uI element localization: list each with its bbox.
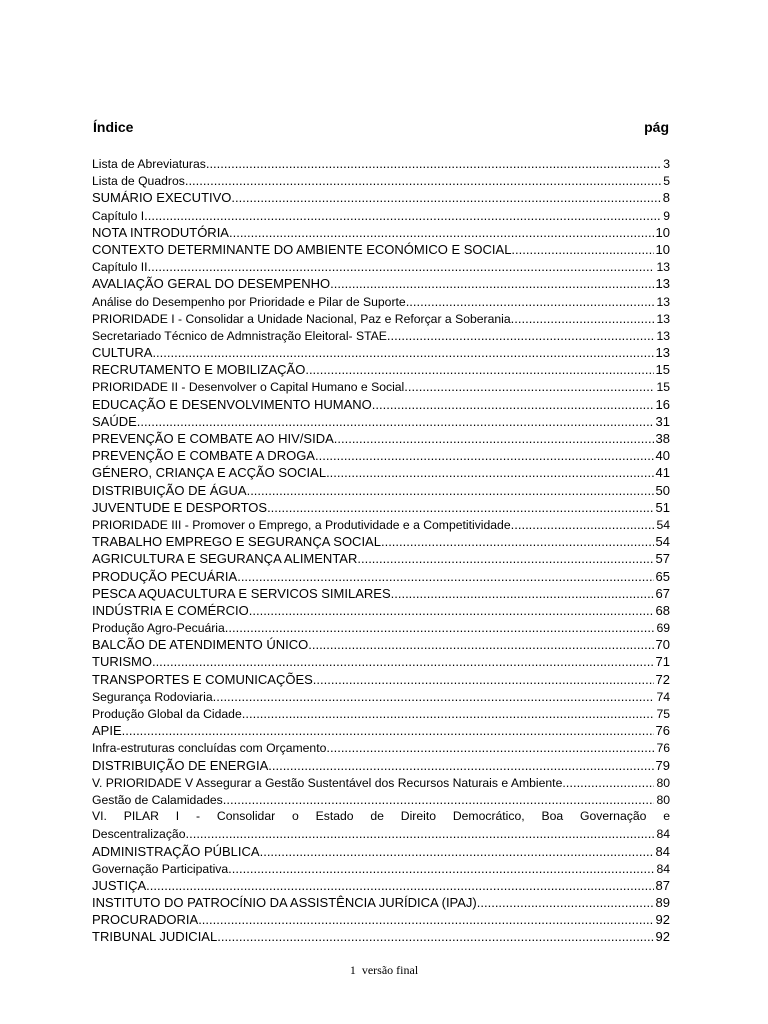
page-footer [0, 963, 768, 978]
toc-entry [92, 241, 670, 258]
dot-leader [511, 516, 655, 533]
toc-entry-page: 31 [655, 413, 670, 429]
toc-entry [92, 533, 670, 550]
toc-entry-label: Lista de Abreviaturas [92, 157, 206, 171]
toc-entry-page: 5 [663, 174, 670, 189]
dot-leader [185, 825, 654, 842]
toc-entry-label: Lista de Quadros [92, 174, 185, 189]
toc-entry-page: 68 [655, 602, 670, 618]
dot-leader [260, 843, 654, 860]
toc-entry [92, 189, 670, 206]
dot-leader [326, 464, 653, 481]
toc-entry [92, 361, 670, 378]
dot-leader [242, 705, 655, 722]
toc-entry-page: 38 [655, 431, 670, 446]
toc-entry-page: 13 [655, 345, 670, 361]
dot-leader [387, 327, 655, 344]
toc-entry [92, 224, 670, 241]
toc-entry-page: 13 [656, 311, 670, 326]
toc-entry-page: 92 [655, 912, 670, 928]
dot-leader [198, 911, 653, 928]
table-of-contents [92, 155, 670, 946]
toc-entry-label: PREVENÇÃO E COMBATE AO HIV/SIDA [92, 431, 334, 446]
toc-entry-label: JUVENTUDE E DESPORTOS [92, 499, 268, 515]
toc-entry-page: 13 [655, 276, 670, 292]
page-column-label: pág [644, 119, 669, 135]
toc-entry-label: AVALIAÇÃO GERAL DO DESEMPENHO [92, 276, 331, 292]
toc-entry-label: PRIORIDADE III - Promover o Emprego, a Produtividade e a Competitividade [92, 517, 511, 532]
toc-entry-label: TRANSPORTES E COMUNICAÇÕES [92, 671, 313, 687]
toc-entry-label: CULTURA [92, 345, 153, 361]
toc-entry [92, 378, 670, 395]
dot-leader [144, 207, 661, 224]
toc-entry-label: Gestão de Calamidades [92, 792, 223, 807]
toc-entry [92, 911, 670, 928]
toc-entry [92, 636, 670, 653]
toc-entry-label: TRABALHO EMPREGO E SEGURANÇA SOCIAL [92, 534, 381, 550]
dot-leader [213, 688, 655, 705]
toc-entry-label: INDÚSTRIA E COMÉRCIO [92, 602, 249, 618]
dot-leader [146, 877, 653, 894]
toc-entry-label: CONTEXTO DETERMINANTE DO AMBIENTE ECONÓMICO E SOCIAL [92, 241, 512, 257]
toc-entry [92, 155, 670, 172]
toc-entry-page: 84 [656, 827, 670, 842]
dot-leader [315, 447, 654, 464]
toc-entry-page: 72 [655, 671, 670, 687]
toc-entry [92, 447, 670, 464]
footer-version-text: versão final [361, 963, 419, 977]
toc-entry-page: 69 [656, 621, 670, 636]
dot-leader [152, 344, 653, 361]
dot-leader [406, 293, 655, 310]
toc-entry-label: PESCA AQUACULTURA E SERVICOS SIMILARES [92, 585, 391, 601]
toc-entry-label: Infra-estruturas concluídas com Orçamento [92, 741, 327, 756]
toc-entry [92, 653, 670, 670]
dot-leader [206, 155, 661, 172]
toc-entry-label: Capítulo II [92, 260, 148, 275]
toc-entry-page: 8 [662, 190, 670, 206]
toc-entry-page: 54 [655, 534, 670, 550]
toc-entry-label: NOTA INTRODUTÓRIA [92, 224, 229, 240]
toc-entry-label: TURISMO [92, 654, 152, 670]
toc-entry-page: 84 [656, 861, 670, 876]
toc-entry-label: Capítulo I [92, 208, 145, 223]
toc-entry-page: 10 [655, 241, 670, 257]
toc-entry-page: 74 [656, 689, 670, 704]
dot-leader [305, 361, 653, 378]
toc-entry-label: BALCÃO DE ATENDIMENTO ÚNICO [92, 637, 309, 653]
dot-leader [511, 310, 655, 327]
toc-entry-page: 84 [655, 843, 670, 859]
toc-entry-label: TRIBUNAL JUDICIAL [92, 929, 218, 945]
dot-leader [372, 396, 654, 413]
toc-entry-page: 80 [656, 792, 670, 807]
toc-entry-label: GÉNERO, CRIANÇA E ACÇÃO SOCIAL [92, 465, 327, 481]
toc-entry-label: PRIORIDADE II - Desenvolver o Capital Humano e Social [92, 380, 405, 395]
dot-leader [357, 550, 653, 567]
toc-entry-label: SAÚDE [92, 413, 137, 429]
dot-leader [381, 533, 654, 550]
toc-entry [92, 877, 670, 894]
toc-entry [92, 258, 670, 275]
toc-entry [92, 344, 670, 361]
toc-header [93, 119, 669, 139]
toc-entry-page: 87 [655, 877, 670, 893]
toc-entry [92, 550, 670, 567]
toc-entry-page: 65 [655, 568, 670, 584]
toc-entry-page: 15 [655, 362, 670, 378]
dot-leader [152, 653, 654, 670]
toc-entry-page: 13 [656, 328, 670, 343]
toc-entry-page: 50 [655, 482, 670, 498]
toc-entry-label-line2: Descentralização [92, 827, 186, 842]
toc-entry [92, 396, 670, 413]
toc-entry [92, 275, 670, 292]
toc-entry-page: 57 [655, 551, 670, 567]
toc-entry [92, 568, 670, 585]
toc-entry-page: 79 [655, 757, 670, 773]
toc-entry [92, 516, 670, 533]
toc-entry [92, 172, 670, 189]
toc-entry-page: 3 [663, 157, 670, 171]
toc-entry-page: 67 [655, 585, 670, 601]
dot-leader [223, 791, 655, 808]
toc-entry-label: DISTRIBUIÇÃO DE ÁGUA [92, 482, 247, 498]
toc-entry-label: Análise do Desempenho por Prioridade e Pilar de Suporte [92, 294, 406, 309]
toc-entry [92, 928, 670, 945]
dot-leader [225, 619, 655, 636]
toc-entry-label: DISTRIBUIÇÃO DE ENERGIA [92, 757, 269, 773]
toc-entry-label: Produção Global da Cidade [92, 707, 242, 721]
dot-leader [247, 482, 654, 499]
toc-entry [92, 619, 670, 636]
toc-entry-label: Produção Agro-Pecuária [92, 621, 225, 636]
footer-page-number: 1 [349, 963, 356, 977]
toc-entry-label: PROCURADORIA [92, 912, 199, 928]
toc-entry-label: PREVENÇÃO E COMBATE A DROGA [92, 448, 315, 464]
toc-entry [92, 499, 670, 516]
dot-leader [231, 189, 660, 206]
dot-leader [267, 499, 653, 516]
toc-entry-page: 76 [655, 723, 670, 739]
dot-leader [217, 928, 653, 945]
toc-entry [92, 739, 670, 756]
toc-entry [92, 757, 670, 774]
dot-leader [326, 739, 654, 756]
toc-entry-page: 41 [655, 465, 670, 481]
dot-leader [404, 378, 654, 395]
toc-entry-page: 40 [655, 448, 670, 464]
dot-leader [511, 241, 653, 258]
toc-entry [92, 430, 670, 447]
toc-entry [92, 671, 670, 688]
toc-entry-line2 [92, 825, 670, 842]
toc-entry-page: 76 [656, 741, 670, 756]
toc-entry [92, 207, 670, 224]
dot-leader [566, 774, 655, 791]
toc-entry-label: Secretariado Técnico de Admnistração Eleitoral- STAE [92, 328, 387, 343]
toc-entry-label: JUSTIÇA [92, 877, 147, 893]
dot-leader [334, 430, 654, 447]
toc-entry-page: 9 [663, 208, 670, 223]
toc-entry [92, 843, 670, 860]
dot-leader [148, 258, 655, 275]
toc-entry-page: 15 [656, 380, 670, 395]
toc-entry-page: 80 [656, 775, 670, 790]
toc-entry [92, 585, 670, 602]
toc-entry-label: AGRICULTURA E SEGURANÇA ALIMENTAR [92, 551, 358, 567]
toc-entry-label: APIE [92, 723, 122, 739]
dot-leader [268, 757, 653, 774]
toc-entry [92, 293, 670, 310]
toc-entry-label: EDUCAÇÃO E DESENVOLVIMENTO HUMANO [92, 396, 372, 412]
toc-entry-label: PRIORIDADE I - Consolidar a Unidade Nacional, Paz e Reforçar a Soberania [92, 311, 511, 326]
toc-entry [92, 602, 670, 619]
toc-entry-page: 75 [656, 707, 670, 721]
dot-leader [308, 636, 653, 653]
toc-entry-page: 16 [655, 396, 670, 412]
toc-entry-page: 10 [655, 224, 670, 240]
dot-leader [229, 224, 654, 241]
dot-leader [137, 413, 654, 430]
toc-entry-page: 54 [656, 517, 670, 532]
toc-entry [92, 791, 670, 808]
dot-leader [237, 568, 653, 585]
toc-entry [92, 774, 670, 791]
toc-entry-page: 70 [655, 637, 670, 653]
toc-entry-page: 89 [655, 895, 670, 911]
toc-entry-page: 13 [656, 260, 670, 275]
toc-entry-label: Segurança Rodoviaria [92, 689, 213, 704]
toc-entry-page: 51 [655, 499, 670, 515]
toc-entry-label: V. PRIORIDADE V Assegurar a Gestão Sustentável dos Recursos Naturais e Ambiente. [92, 775, 566, 790]
dot-leader [122, 722, 654, 739]
toc-entry-label: SUMÁRIO EXECUTIVO [92, 190, 232, 206]
toc-entry [92, 327, 670, 344]
toc-entry-page: 92 [655, 929, 670, 945]
toc-entry [92, 808, 670, 842]
toc-entry-label: ADMINISTRAÇÃO PÚBLICA [92, 843, 260, 859]
dot-leader [249, 602, 654, 619]
toc-entry-label: PRODUÇÃO PECUÁRIA [92, 568, 238, 584]
toc-entry [92, 722, 670, 739]
toc-entry-page: 13 [656, 294, 670, 309]
toc-entry-label: Governação Participativa [92, 861, 229, 876]
toc-entry [92, 894, 670, 911]
toc-entry-page: 71 [655, 654, 670, 670]
toc-entry-label: RECRUTAMENTO E MOBILIZAÇÃO [92, 362, 306, 378]
toc-entry [92, 860, 670, 877]
dot-leader [228, 860, 654, 877]
dot-leader [185, 172, 661, 189]
toc-entry-label: INSTITUTO DO PATROCÍNIO DA ASSISTÊNCIA JURÍDICA (IPAJ) [92, 895, 477, 911]
dot-leader [330, 275, 653, 292]
toc-title: Índice [93, 119, 134, 135]
toc-entry [92, 413, 670, 430]
dot-leader [391, 585, 654, 602]
toc-entry [92, 464, 670, 481]
dot-leader [477, 894, 654, 911]
toc-entry-label-line1: VI. PILAR I - Consolidar o Estado de Direito Democrático, Boa Governação e [92, 809, 670, 824]
toc-entry [92, 310, 670, 327]
toc-entry [92, 705, 670, 722]
dot-leader [313, 671, 654, 688]
toc-entry [92, 688, 670, 705]
toc-entry [92, 482, 670, 499]
